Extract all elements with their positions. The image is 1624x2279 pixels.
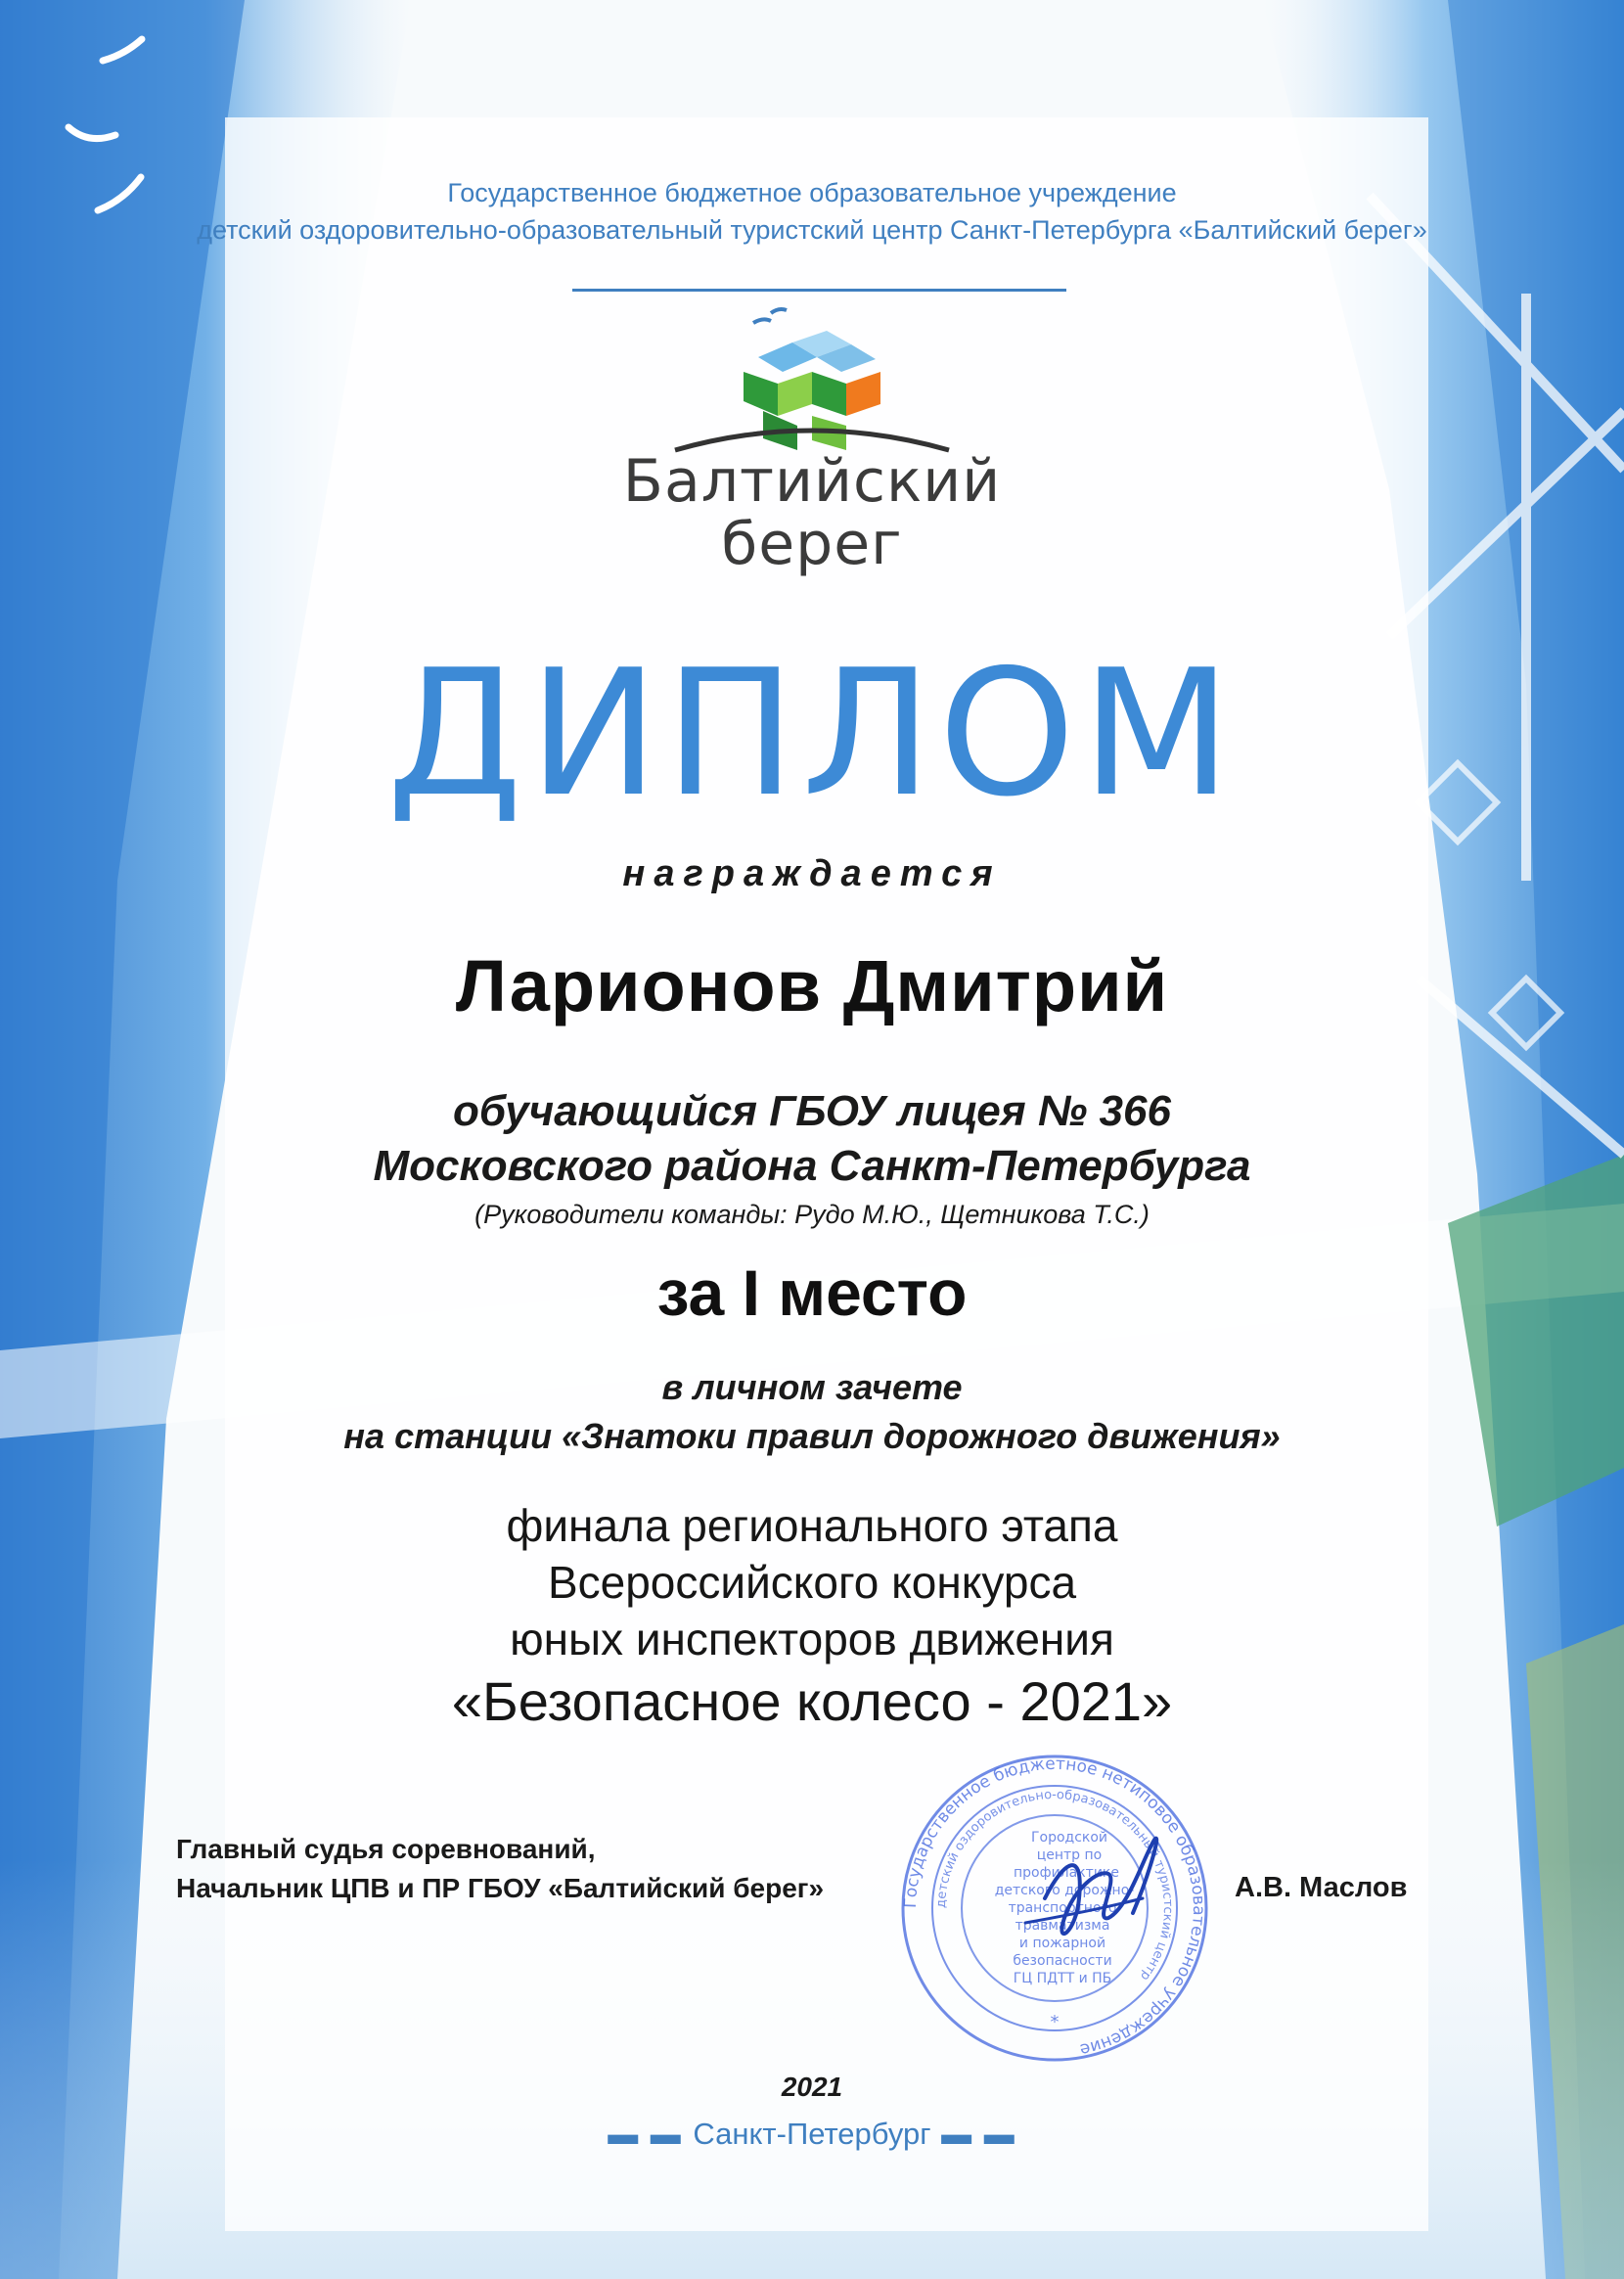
svg-text:*: * xyxy=(1050,2012,1060,2032)
student-info xyxy=(0,1084,1624,1194)
header-divider xyxy=(572,289,1066,292)
stamp-center-line-1: Городской xyxy=(1030,1830,1108,1846)
stamp-center-line-2: центр по xyxy=(1036,1847,1103,1863)
footer-city-name: Санкт-Петербург xyxy=(693,2117,931,2151)
contest-line-2: Всероссийского конкурса xyxy=(547,1557,1077,1608)
station-info-line-1: в личном зачете xyxy=(661,1367,963,1407)
logo-cube-icon xyxy=(607,303,1017,460)
logo-text-line-2: берег xyxy=(721,510,903,578)
student-info-line-1: обучающийся ГБОУ лицея № 366 xyxy=(453,1087,1171,1135)
baltic-coast-logo xyxy=(607,303,1017,587)
judge-name: А.В. Маслов xyxy=(1235,1872,1408,1903)
footer-year: 2021 xyxy=(781,2072,843,2102)
contest-line-4: «Безопасное колесо - 2021» xyxy=(451,1670,1173,1732)
contest-line-1: финала регионального этапа xyxy=(506,1500,1118,1551)
stamp-center-line-4: детского дорожно- xyxy=(994,1883,1135,1898)
stamp-inner-text: детский оздоровительно-образовательный туристский центр xyxy=(933,1787,1176,1983)
contest-line-3: юных инспекторов движения xyxy=(510,1614,1114,1664)
organization-line-1: Государственное бюджетное образовательное учреждение xyxy=(447,178,1177,207)
organization-header xyxy=(0,174,1624,249)
station-info xyxy=(0,1363,1624,1461)
stamp-center-line-7: и пожарной xyxy=(1018,1936,1106,1951)
city-right-dash-icon: ▬ ▬ xyxy=(930,2117,1016,2151)
judge-role-line-2: Начальник ЦПВ и ПР ГБОУ «Балтийский берег» xyxy=(176,1873,825,1903)
awarded-label: награждается xyxy=(622,853,1002,894)
place-award: за I место xyxy=(656,1256,968,1329)
contest-info xyxy=(0,1497,1624,1736)
stamp-center-line-8: безопасности xyxy=(1013,1953,1112,1969)
stamp-center-line-5: транспортного xyxy=(1008,1900,1117,1916)
diploma-title: ДИПЛОМ xyxy=(386,632,1238,835)
stamp-center-line-6: травматизма xyxy=(1015,1918,1110,1934)
official-stamp xyxy=(898,1752,1211,2065)
logo-text-line-1: Балтийский xyxy=(622,447,1002,516)
organization-line-2: детский оздоровительно-образовательный туристский центр Санкт-Петербурга «Балтийский берег» xyxy=(197,215,1427,245)
city-left-dash-icon: ▬ ▬ xyxy=(608,2117,694,2151)
team-leaders: (Руководители команды: Рудо М.Ю., Щетникова Т.С.) xyxy=(474,1200,1150,1229)
station-info-line-2: на станции «Знатоки правил дорожного движения» xyxy=(343,1416,1281,1456)
student-info-line-2: Московского района Санкт-Петербурга xyxy=(373,1142,1251,1190)
stamp-center-line-9: ГЦ ПДТТ и ПБ xyxy=(1013,1971,1112,1986)
judge-role xyxy=(176,1830,824,1908)
judge-role-line-1: Главный судья соревнований, xyxy=(176,1834,596,1864)
footer-city xyxy=(0,2117,1624,2152)
stamp-outer-text: Государственное бюджетное нетиповое образовательное учреждение xyxy=(900,1754,1209,2060)
recipient-name: Ларионов Дмитрий xyxy=(455,945,1169,1026)
stamp-center-line-3: профилактике xyxy=(1014,1865,1119,1881)
